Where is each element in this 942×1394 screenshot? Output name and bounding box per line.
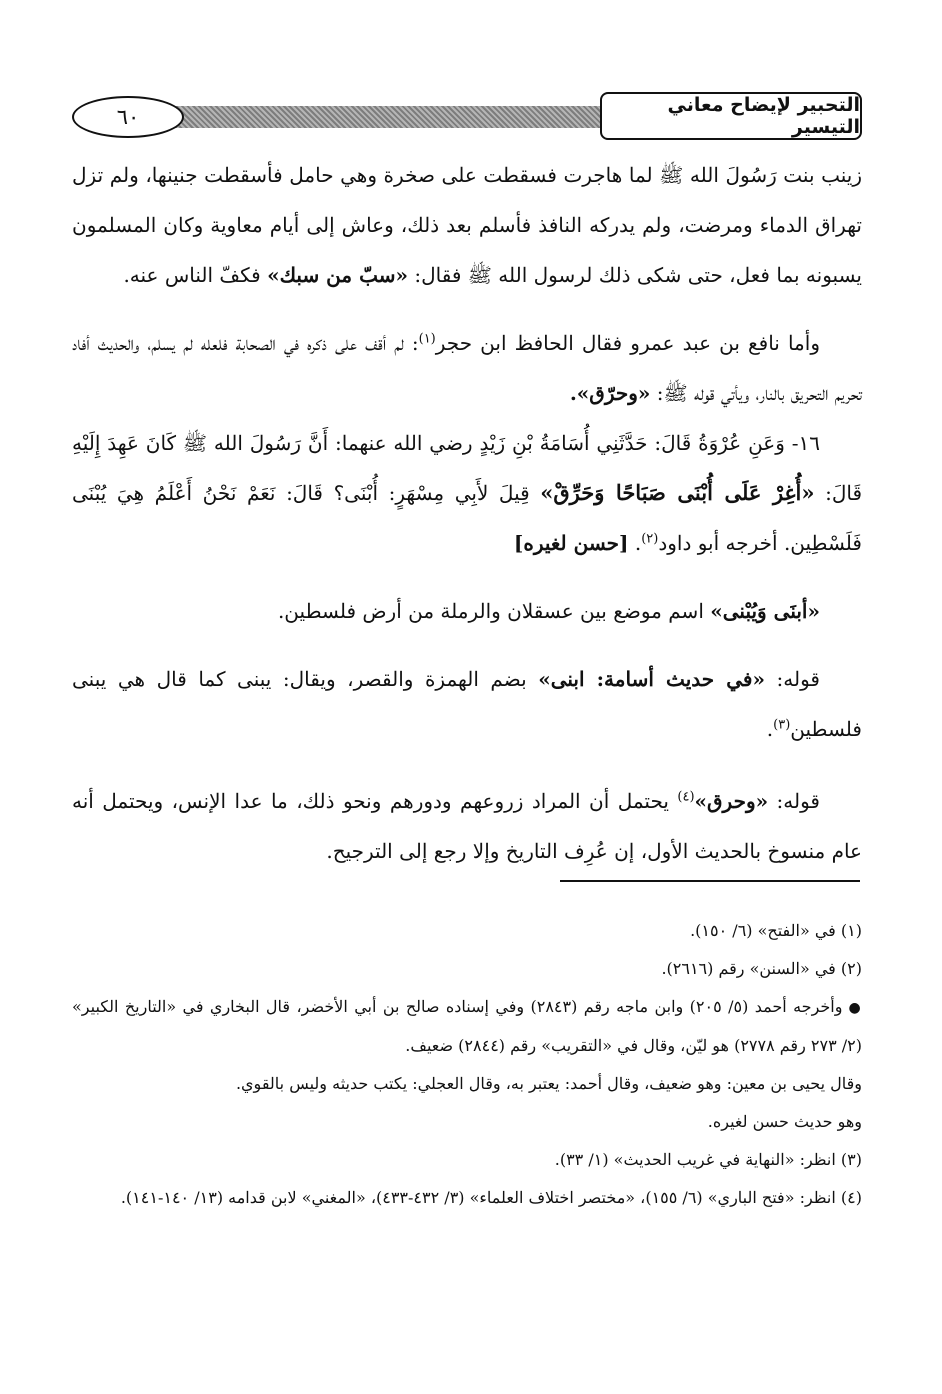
para1-text-a: زينب بنت رَسُولَ الله ﷺ لما هاجرت فسقطت على صخرة وهي حامل فأسقطت جنينها، ولم تزل تهراق الدماء ومرضت، ولم يدركه النافذ فأسلم بعد ذلك، وعاش إلى أيام معاوية وكان المسلمون يسبونه بما فعل، حتى شكى ذلك لرسول الله ﷺ فقال: bbox=[72, 163, 862, 287]
footnote-ref-1: (١) bbox=[418, 331, 436, 347]
para2-quote: «وحرّق». bbox=[569, 381, 651, 405]
footnote-2-note: وقال يحيى بن معين: وهو ضعيف، وقال أحمد: يعتبر به، وقال العجلي: يكتب حديثه وليس بالقوي. bbox=[235, 1074, 862, 1093]
paragraph-4 bbox=[72, 654, 862, 754]
para5-text-b: يحتمل أن المراد زروعهم ودورهم ونحو ذلك، ما عدا الإنس، ويحتمل أنه عام منسوخ بالحديث الأول، إن عُرِف التاريخ وإلا رجع إلى الترجيح. bbox=[72, 789, 862, 863]
footnote-ref-3: (٣) bbox=[773, 717, 791, 733]
hadith-quote: «أُغِرْ عَلَى أُبْنَى صَبَاحًا وَحَرِّقْ» bbox=[540, 480, 815, 505]
para4-text-a: قوله: bbox=[765, 667, 820, 691]
paragraph-5 bbox=[72, 776, 862, 876]
book-title: التحبير لإيضاح معاني التيسير bbox=[600, 92, 862, 140]
footnote-2-detail bbox=[72, 988, 862, 1065]
bullet-icon: ● bbox=[848, 1000, 862, 1016]
para4-term: «في حديث أسامة: ابنى» bbox=[538, 667, 765, 691]
footnote-separator bbox=[560, 880, 860, 882]
para2-text-a: وأما نافع بن عبد عمرو فقال الحافظ ابن حجر bbox=[435, 331, 820, 355]
para5-term: «وحرق» bbox=[694, 789, 769, 813]
para1-quote: «سبّ من سبك» bbox=[267, 263, 408, 287]
hadith-text-c: . bbox=[628, 531, 642, 555]
footnote-3: (٣) انظر: «النهاية في غريب الحديث» (١/ ٣٣). bbox=[554, 1150, 862, 1169]
para4-text-c: . bbox=[766, 717, 774, 741]
footnote-2-grade: وهو حديث حسن لغيره. bbox=[707, 1112, 862, 1131]
para5-text-a: قوله: bbox=[768, 789, 820, 813]
main-text bbox=[72, 150, 862, 876]
paragraph-2 bbox=[72, 318, 862, 418]
paragraph-1 bbox=[72, 150, 862, 300]
para3-text: اسم موضع بين عسقلان والرملة من أرض فلسطين. bbox=[277, 599, 711, 623]
para3-term: «أبنَى وَيُبْنى» bbox=[710, 599, 820, 623]
page-header bbox=[72, 92, 862, 144]
footnote-4: (٤) انظر: «فتح الباري» (٦/ ١٥٥)، «مختصر اختلاف العلماء» (٣/ ٤٣٢-٤٣٣)، «المغني» لابن قدامه (١٣/ ١٤٠-١٤١). bbox=[120, 1188, 862, 1207]
footnote-1: (١) في «الفتح» (٦/ ١٥٠). bbox=[690, 921, 862, 940]
footnote-ref-4: (٤) bbox=[677, 789, 695, 805]
para4-text-b: بضم الهمزة والقصر، ويقال: يبنى كما قال هي يبنى فلسطين bbox=[72, 667, 862, 741]
footnote-ref-2: (٢) bbox=[641, 531, 659, 547]
hadith-grade: [حسن لغيره] bbox=[513, 531, 629, 555]
footnotes bbox=[72, 912, 862, 1217]
para2-text-b: : لم أقف على ذكره في الصحابة فلعله لم يسلم، والحديث أفاد تحريم التحريق بالنار، ويأتي قوله ﷺ: bbox=[72, 331, 862, 405]
page-number: ٦٠ bbox=[72, 96, 184, 138]
footnote-2: (٢) في «السنن» رقم (٢٦١٦). bbox=[661, 959, 862, 978]
hadith-text-b: قِيلَ لأَبِي مِسْهَرٍ: أُبْنَى؟ قَالَ: نَعَمْ نَحْنُ أَعْلَمُ هِيَ يُبْنَى فَلَسْطِين. أخرجه أبو داود bbox=[72, 481, 862, 555]
footnote-2-detail-text: وأخرجه أحمد (٥/ ٢٠٥) وابن ماجه رقم (٢٨٤٣) وفي إسناده صالح بن أبي الأخضر، قال البخاري في «التاريخ الكبير» (٢/ ٢٧٣ رقم ٢٧٧٨) هو ليّن، وقال في «التقريب» رقم (٢٨٤٤) ضعيف. bbox=[72, 997, 862, 1055]
hadith-16 bbox=[72, 418, 862, 568]
hadith-text-a: ١٦- وَعَنِ عُرْوَةُ قَالَ: حَدَّثَنِي أُسَامَةُ بْنِ زَيْدٍ رضي الله عنهما: أَنَّ رَسُولَ الله ﷺ كَانَ عَهِدَ إِلَيْهِ قَالَ: bbox=[72, 431, 863, 505]
paragraph-3 bbox=[72, 586, 862, 636]
para1-text-b: فكفّ الناس عنه. bbox=[123, 263, 268, 287]
